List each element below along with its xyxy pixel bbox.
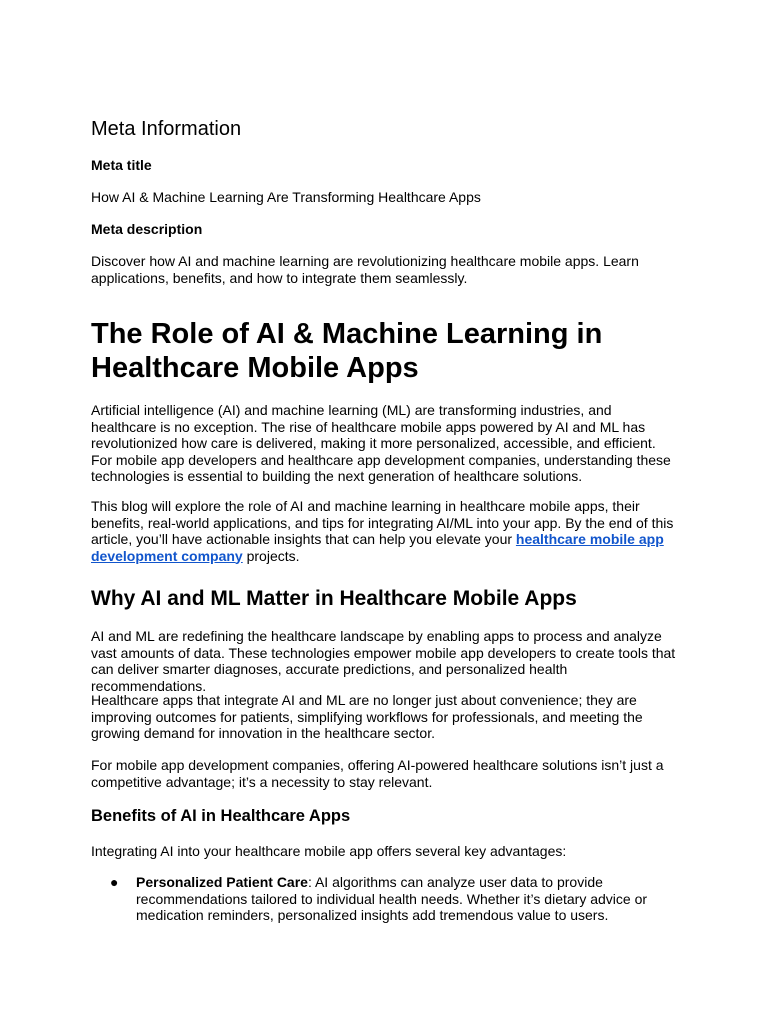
meta-description-value: Discover how AI and machine learning are revolutionizing healthcare mobile apps. Learn applications, benefits, and how to integrate them seamlessly.	[91, 253, 639, 286]
meta-description-label: Meta description	[91, 221, 203, 237]
article-title: The Role of AI & Machine Learning in Healthcare Mobile Apps	[91, 318, 603, 384]
section-heading-benefits: Benefits of AI in Healthcare Apps	[91, 807, 351, 825]
intro-paragraph-2	[91, 498, 680, 564]
section1-paragraph-3: For mobile app development companies, offering AI-powered healthcare solutions isn’t just a competitive advantage; it’s a necessity to stay relevant.	[91, 757, 664, 790]
section1-paragraph-2: Healthcare apps that integrate AI and ML are no longer just about convenience; they are improving outcomes for patients, simplifying workflows for professionals, and meeting the growing demand for innovation in the healthcare sector.	[91, 692, 643, 741]
company-link[interactable]: healthcare mobile app development company	[91, 531, 664, 564]
meta-heading: Meta Information	[91, 118, 242, 140]
intro-paragraph-2-tail: projects.	[242, 547, 300, 564]
bullet-lead: Personalized Patient Care	[136, 874, 308, 890]
benefits-intro: Integrating AI into your healthcare mobile app offers several key advantages:	[91, 843, 567, 859]
intro-paragraph-1: Artificial intelligence (AI) and machine learning (ML) are transforming industries, and healthcare is no exception. The rise of healthcare mobile apps powered by AI and ML has revolutionized how care is delivered, making it more personalized, accessible, and efficient. For mobile app developers and healthcare app development companies, understanding these technologies is essential to building the next generation of healthcare solutions.	[91, 402, 671, 484]
meta-title-label: Meta title	[91, 157, 152, 173]
section-heading-why: Why AI and ML Matter in Healthcare Mobile Apps	[91, 587, 577, 610]
list-item	[110, 874, 680, 924]
intro-paragraph-2-text: This blog will explore the role of AI and machine learning in healthcare mobile apps, their benefits, real-world applications, and tips for integrating AI/ML into your app. By the end of this article, you’ll have actionable insights that can help you elevate your	[91, 498, 674, 547]
bullet-body: : AI algorithms can analyze user data to provide recommendations tailored to individual health needs. Whether it’s dietary advice or medication reminders, personalized insights add tremendous value to users.	[136, 874, 648, 923]
bullet-text	[136, 874, 680, 924]
bullet-icon: ●	[110, 874, 119, 890]
section1-paragraph-1: AI and ML are redefining the healthcare landscape by enabling apps to process and analyze vast amounts of data. These technologies empower mobile app developers to create tools that can deliver smarter diagnoses, accurate predictions, and personalized health recommendations.	[91, 628, 676, 694]
meta-title-value: How AI & Machine Learning Are Transforming Healthcare Apps	[91, 189, 481, 205]
